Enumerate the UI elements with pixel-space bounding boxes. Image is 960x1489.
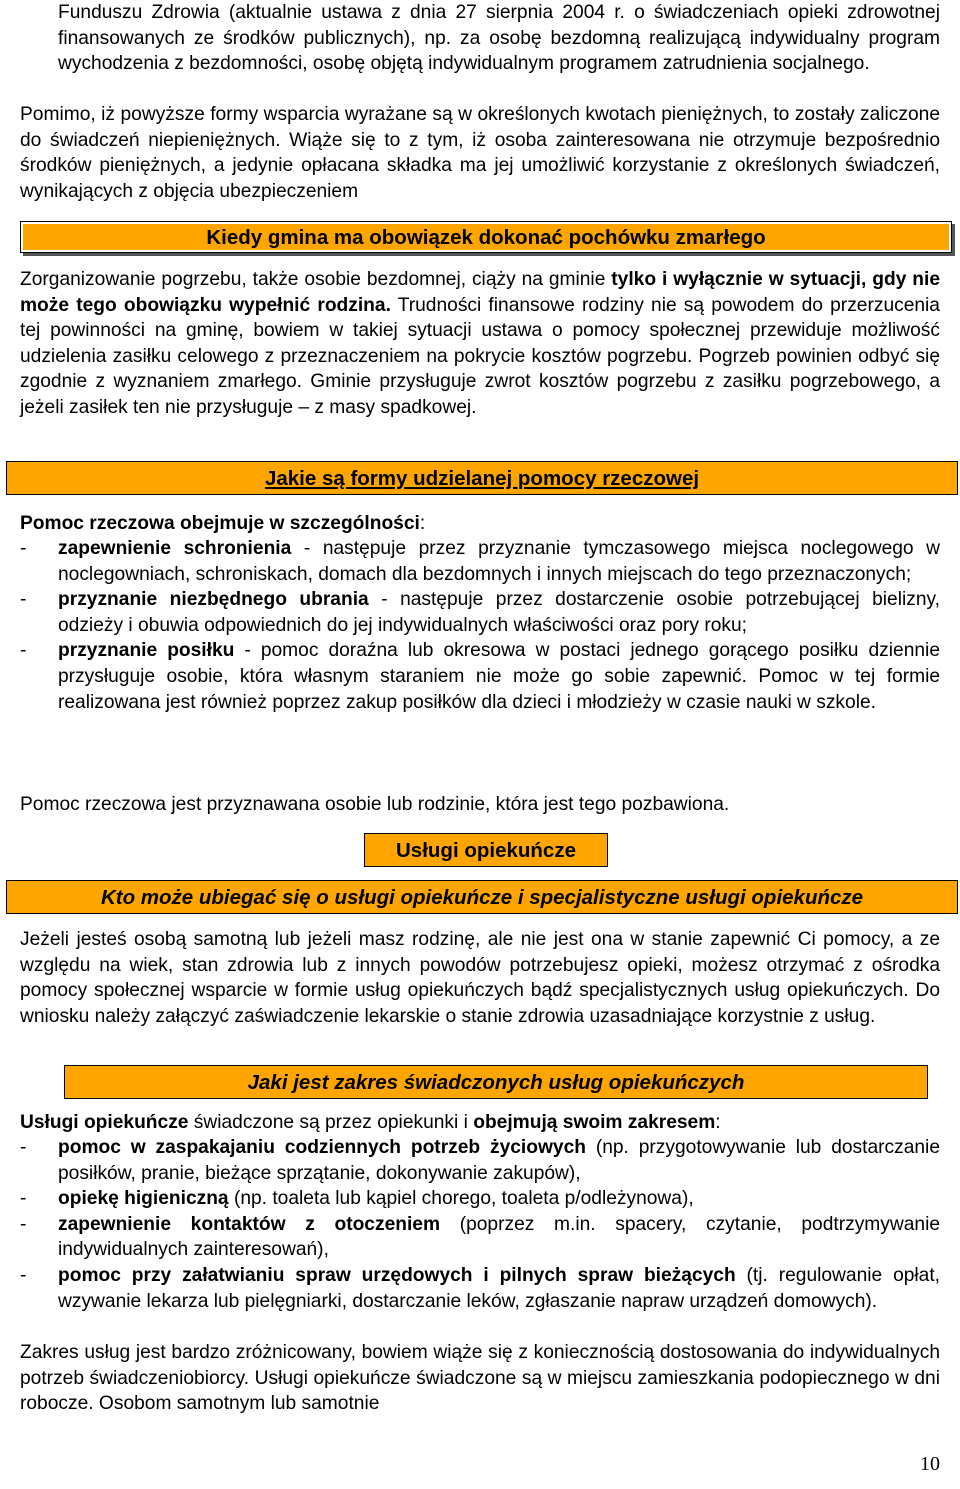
list-item bbox=[20, 536, 940, 587]
list-dash: - bbox=[20, 1213, 27, 1235]
list-dash: - bbox=[20, 589, 27, 611]
list-item-bold: przyznanie niezbędnego ubrania bbox=[58, 589, 369, 611]
material-lead bbox=[20, 511, 940, 537]
material-list bbox=[20, 536, 940, 715]
list-item-body bbox=[58, 638, 940, 715]
material-closing: Pomoc rzeczowa jest przyznawana osobie lub rodzinie, która jest tego pozbawiona. bbox=[20, 794, 730, 815]
list-item bbox=[20, 587, 940, 638]
list-dash: - bbox=[20, 1137, 27, 1158]
list-item-text: (tj. regulowanie opłat, wzywanie lekarza lub pielęgniarki, dostarczanie leków, zgłaszanie napraw urządzeń domowych). bbox=[58, 1264, 941, 1312]
page-number: 10 bbox=[920, 1453, 940, 1475]
list-item-bold: opiekę higieniczną bbox=[58, 1188, 229, 1210]
list-item-text: (poprzez m.in. spacery, czytanie, podtrzymywanie indywidualnych zainteresowań), bbox=[58, 1213, 940, 1261]
material-heading-text: Jakie są formy udzielanej pomocy rzeczowej bbox=[264, 467, 700, 490]
scope-lead-bold-2: obejmują swoim zakresem bbox=[473, 1112, 716, 1133]
list-item-body bbox=[58, 536, 940, 587]
care-paragraph: Jeżeli jesteś osobą samotną lub jeżeli masz rodzinę, ale nie jest ona w stanie zapewnić Ci pomocy, a ze względu na wiek, stan zdrowia lub z innych powodów potrzebujesz opieki, możesz otrzymać z ośrodka pomocy społecznej wsparcie w formie usług opiekuńczych bądź specjalistycznych usług opiekuńczych. Do wniosku należy załączyć zaświadczenie lekarskie o stanie zdrowia uzasadniające korzystnie z usług. bbox=[20, 929, 940, 1027]
list-item-text: - następuje przez przyznanie tymczasowego miejsca noclegowego w noclegowniach, schroniskach, domach dla bezdomnych i innych miejscach do tego przeznaczonych; bbox=[58, 538, 940, 585]
care-heading-text: Usługi opiekuńcze bbox=[396, 839, 576, 862]
list-item-bold: przyznanie posiłku bbox=[58, 640, 235, 662]
burial-text-1: Zorganizowanie pogrzebu, także osobie bezdomnej, ciąży na gminie bbox=[20, 269, 612, 290]
scope-lead-plain: świadczone są przez opiekunki i bbox=[188, 1112, 474, 1133]
list-item-bold: zapewnienie kontaktów z otoczeniem bbox=[58, 1213, 441, 1235]
list-item bbox=[20, 638, 940, 715]
list-item-body bbox=[58, 1186, 940, 1212]
scope-list bbox=[20, 1135, 940, 1314]
scope-closing: Zakres usług jest bardzo zróżnicowany, bowiem wiąże się z koniecznością dostosowania do indywidualnych potrzeb świadczeniobiorcy. Usługi opiekuńcze świadczone są w miejscu zamieszkania podopiecznego w dni robocze. Osobom samotnym lub samotnie bbox=[20, 1342, 940, 1415]
burial-heading-text: Kiedy gmina ma obowiązek dokonać pochówku zmarłego bbox=[206, 226, 766, 249]
list-item bbox=[20, 1263, 940, 1314]
list-item-body bbox=[58, 1263, 940, 1314]
list-dash: - bbox=[20, 640, 27, 662]
burial-heading bbox=[20, 221, 952, 253]
list-item-body bbox=[58, 1212, 940, 1263]
list-item-bold: zapewnienie schronienia bbox=[58, 538, 292, 559]
burial-text-bold: tylko i wyłącznie w sytuacji, gdy nie może tego obowiązku wypełnić rodzina. bbox=[20, 269, 941, 316]
list-item-text: - następuje przez dostarczenie osobie potrzebującej bielizny, odzieży i obuwia odpowiednich do jej indywidualnych właściwości oraz pory roku; bbox=[58, 589, 940, 636]
intro-paragraph-2: Pomimo, iż powyższe formy wsparcia wyrażane są w określonych kwotach pieniężnych, to zostały zaliczone do świadczeń niepieniężnych. Wiąże się to z tym, iż osoba zainteresowana nie otrzymuje bezpośrednio środków pieniężnych, a jedynie opłacana składka ma jej umożliwić korzystanie z określonych świadczeń, wynikających z objęcia ubezpieczeniem bbox=[20, 104, 940, 202]
list-dash: - bbox=[20, 538, 27, 559]
scope-lead bbox=[20, 1110, 940, 1136]
scope-lead-colon: : bbox=[715, 1112, 721, 1133]
material-lead-bold: Pomoc rzeczowa obejmuje w szczególności bbox=[20, 513, 420, 534]
scope-lead-bold-1: Usługi opiekuńcze bbox=[20, 1112, 189, 1133]
list-item-bold: pomoc w zaspakajaniu codziennych potrzeb życiowych bbox=[58, 1137, 586, 1158]
list-item-body bbox=[58, 587, 940, 638]
burial-text-2: Trudności finansowe rodziny nie są powodem do przerzucenia tej powinności na gminę, bowiem w takiej sytuacji ustawa o pomocy społecznej przewiduje możliwość udzielenia zasiłku celowego z przeznaczeniem na pokrycie kosztów pogrzebu. Pogrzeb powinien odbyć się zgodnie z wyznaniem zmarłego. Gminie przysługuje zwrot kosztów pogrzebu z zasiłku pogrzebowego, a jeżeli zasiłek ten nie przysługuje – z masy spadkowej. bbox=[20, 294, 940, 418]
list-item-bold: pomoc przy załatwianiu spraw urzędowych i pilnych spraw bieżących bbox=[58, 1264, 736, 1286]
list-dash: - bbox=[20, 1188, 27, 1210]
scope-heading-text: Jaki jest zakres świadczonych usług opiekuńczych bbox=[247, 1071, 745, 1094]
care-heading bbox=[364, 833, 608, 867]
list-dash: - bbox=[20, 1264, 27, 1286]
list-item bbox=[20, 1135, 940, 1186]
list-item-text: (np. toaleta lub kąpiel chorego, toaleta p/odleżynowa), bbox=[228, 1188, 694, 1210]
list-item-text: (np. przygotowywanie lub dostarczanie posiłków, pranie, bieżące sprzątanie, dokonywanie zakupów), bbox=[58, 1137, 940, 1184]
intro-paragraph-1: Funduszu Zdrowia (aktualnie ustawa z dnia 27 sierpnia 2004 r. o świadczeniach opieki zdrowotnej finansowanych ze środków publicznych), np. za osobę bezdomną realizującą indywidualny program wychodzenia z bezdomności, osobę objętą indywidualnym programem zatrudnienia socjalnego. bbox=[58, 2, 940, 75]
material-lead-colon: : bbox=[419, 513, 426, 534]
care-subheading-text: Kto może ubiegać się o usługi opiekuńcze i specjalistyczne usługi opiekuńcze bbox=[100, 886, 864, 909]
care-subheading bbox=[6, 880, 958, 914]
material-heading bbox=[6, 461, 958, 495]
burial-paragraph bbox=[20, 267, 940, 421]
list-item bbox=[20, 1186, 940, 1212]
scope-heading bbox=[64, 1065, 928, 1099]
list-item bbox=[20, 1212, 940, 1263]
list-item-text: - pomoc doraźna lub okresowa w postaci jednego gorącego posiłku dziennie przysługuje osobie, która własnym staraniem nie może go sobie zapewnić. Pomoc w tej formie realizowana jest również poprzez zakup posiłków dla dzieci i młodzieży w czasie nauki w szkole. bbox=[58, 640, 940, 713]
list-item-body bbox=[58, 1135, 940, 1186]
